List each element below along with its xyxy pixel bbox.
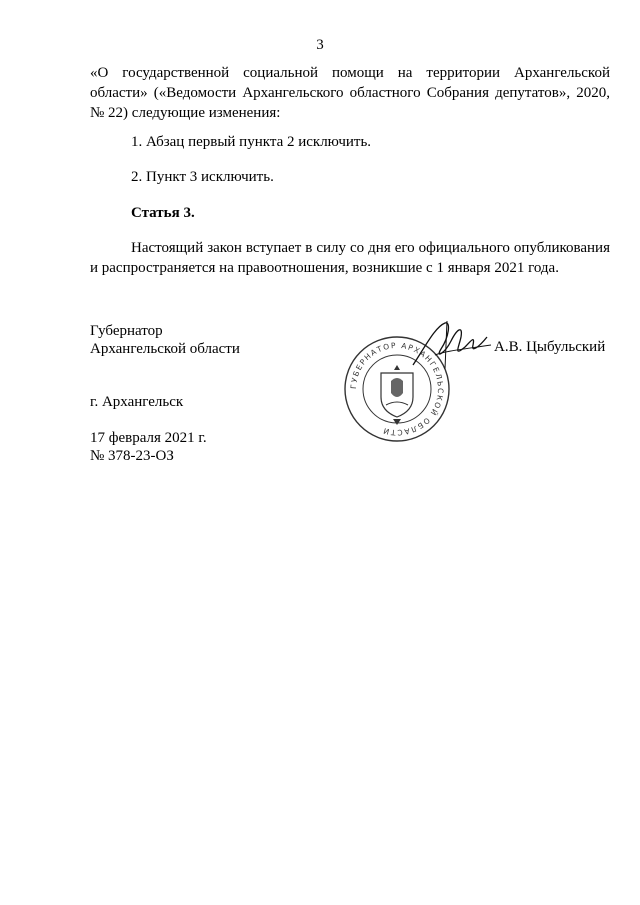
item-2: 2. Пункт 3 исключить. [131,169,274,185]
intro-paragraph: «О государственной социальной помощи на территории Архангельской области» («Ведомости Архангельского областного Собрания депутатов», 2020, № 22) следующие изменения: [90,65,610,121]
item-1: 1. Абзац первый пункта 2 исключить. [131,134,372,150]
signatory-name: А.В. Цыбульский [494,339,606,355]
place: г. Архангельск [90,394,184,410]
coat-of-arms-icon [381,365,413,425]
signatory-title-line1: Губернатор [90,323,163,339]
page-number: 3 [316,37,324,53]
date: 17 февраля 2021 г. [90,430,207,446]
handwritten-signature [405,317,495,372]
article-paragraph: Настоящий закон вступает в силу со дня его официального опубликования и распространяется на правоотношения, возникшие с 1 января 2021 года. [90,240,610,276]
signatory-title-line2: Архангельской области [90,341,240,357]
seal-text: ГУБЕРНАТОР АРХАНГЕЛЬСКОЙ ОБЛАСТИ [348,340,446,438]
law-number: № 378-23-ОЗ [90,448,174,464]
article-title: Статья 3. [131,205,195,221]
